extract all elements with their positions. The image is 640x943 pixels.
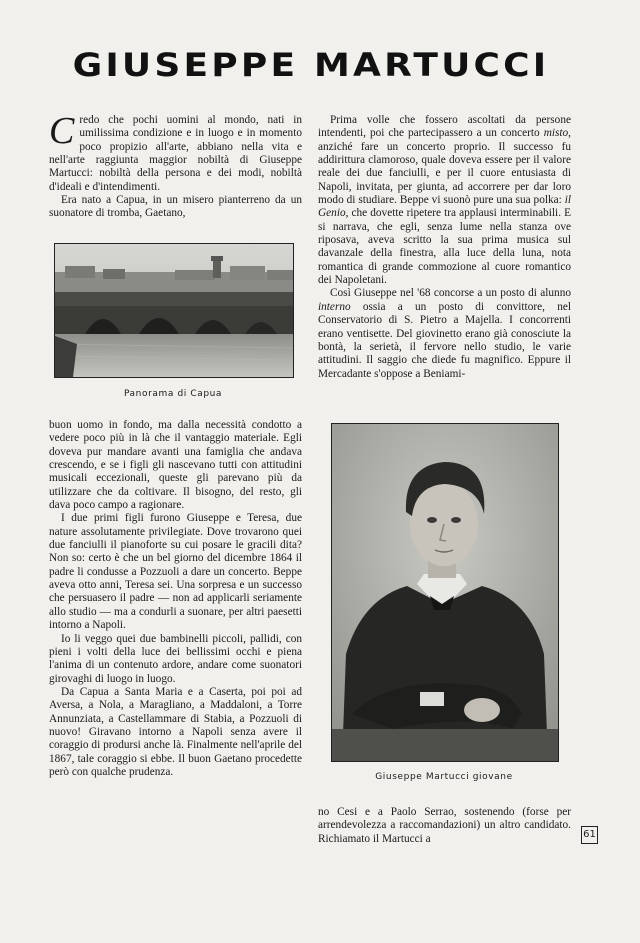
photo-caption-portrait: Giuseppe Martucci giovane <box>375 772 513 782</box>
paragraph <box>49 110 302 194</box>
photo-caption-panorama: Panorama di Capua <box>123 389 223 399</box>
column-left-bottom <box>49 419 302 779</box>
drop-cap: C <box>49 110 75 152</box>
paragraph: Da Capua a Santa Maria e a Caserta, poi poi ad Aversa, a Nola, a Maragliano, a Maddaloni, a Torre Annunziata, a Castellammare di Stabia, a Pozzuoli di nuovo! Giravano intorno a Napoli senza avere il coraggio di prodursi anche là. Finalmente nell'aprile del 1867, tale coraggio si ebbe. Il buon Gaetano procedette però con qualche prudenza. <box>49 685 302 778</box>
paragraph: I due primi figli furono Giuseppe e Teresa, due nature assolutamente privilegiate. Dove trovarono quei due fanciulli il pianoforte su cui posare le gracili dita? Non so: certo è che un bel giorno del dicembre 1864 il padre li condusse a Pozzuoli a dare un concerto. Beppe aveva otto anni, Teresa sei. Una sorpresa e un successo che persuasero il padre — non ad applicarli seriamente allo studio — ma a condurli a suonare, per altri paesetti intorno a Napoli. <box>49 512 302 632</box>
paragraph: Era nato a Capua, in un misero pianterreno da un suonatore di tromba, Gaetano, <box>49 194 302 220</box>
paragraph: Io li veggo quei due bambinelli piccoli, pallidi, con pieni i volti della luce dei bellissimi occhi e piena l'anima di un contenuto ardore, andare come suonatori girovaghi di luogo in luogo. <box>49 632 302 685</box>
column-left-top <box>49 110 302 221</box>
text-run: Prima volle che fossero ascoltati da persone intendenti, poi che partecipassero a un concerto <box>318 114 571 140</box>
panorama-illustration <box>55 244 293 377</box>
text-run: , che dovette ripetere tra applausi interminabili. E si narrava, che egli, senza lume nella stanza ove riposava, aveva scritto la sua prima musica sul davanzale della finestra, alla luce della luna, nota romantica di grande commozione al cuore romantico dei Napoletani. <box>318 207 571 287</box>
paragraph <box>318 114 571 287</box>
portrait-illustration <box>332 424 558 761</box>
paragraph <box>318 287 571 380</box>
paragraph-text: redo che pochi uomini al mondo, nati in umilissima condizione e in luogo e in momento poco propizio all'arte, abbiano nella vita e nell'arte raggiunta maggior nobiltà di Giuseppe Martucci: nobiltà della persona e dei modi, nobiltà d'ideali e d'intendimenti. <box>49 114 302 193</box>
column-right-top <box>318 114 571 381</box>
portrait-photo <box>331 423 559 762</box>
emphasis: interno <box>318 300 351 313</box>
panorama-photo <box>54 243 294 378</box>
emphasis: misto <box>543 127 569 140</box>
page-number: 61 <box>581 826 598 844</box>
text-run: , anziché fare un concerto proprio. Il successo fu addirittura clamoroso, quale doveva essere per il valore reale dei due fanciulli, e per il cuore entusiasta di Napoli, invitata, per giunta, ad accorrere per dar loro modo di studiare. Beppe vi suonò pure una sua polka: <box>318 127 571 207</box>
paragraph: no Cesi e a Paolo Serrao, sostenendo (forse per arrendevolezza a raccomandazioni) un altro candidato. Richiamato il Martucci a <box>318 806 571 845</box>
article-title: GIUSEPPE MARTUCCI <box>72 48 550 85</box>
column-right-bottom <box>318 806 571 846</box>
emphasis: il Genio <box>318 194 571 220</box>
text-run: Così Giuseppe nel '68 concorse a un posto di alunno <box>330 287 571 300</box>
text-run: ossia a un posto di convittore, nel Conservatorio di S. Pietro a Majella. I concorrenti erano ventisette. Del giovinetto erano già conosciute la bontà, la serietà, il fervore nello studio, le varie attitudini. Il saggio che diede fu magnifico. Eppure il Mercadante s'oppose a Beniami- <box>318 300 571 380</box>
paragraph: buon uomo in fondo, ma dalla necessità condotto a vedere poco più in là che il vantaggio materiale. Egli doveva pur mandare avanti una famiglia che andava crescendo, e se i figli gli nascevano tutti con attitudini musicali eccezionali, queste gli parevano più da utilizzare che da coltivare. Il bisogno, del resto, gli dava poco campo a ragionare. <box>49 419 302 512</box>
